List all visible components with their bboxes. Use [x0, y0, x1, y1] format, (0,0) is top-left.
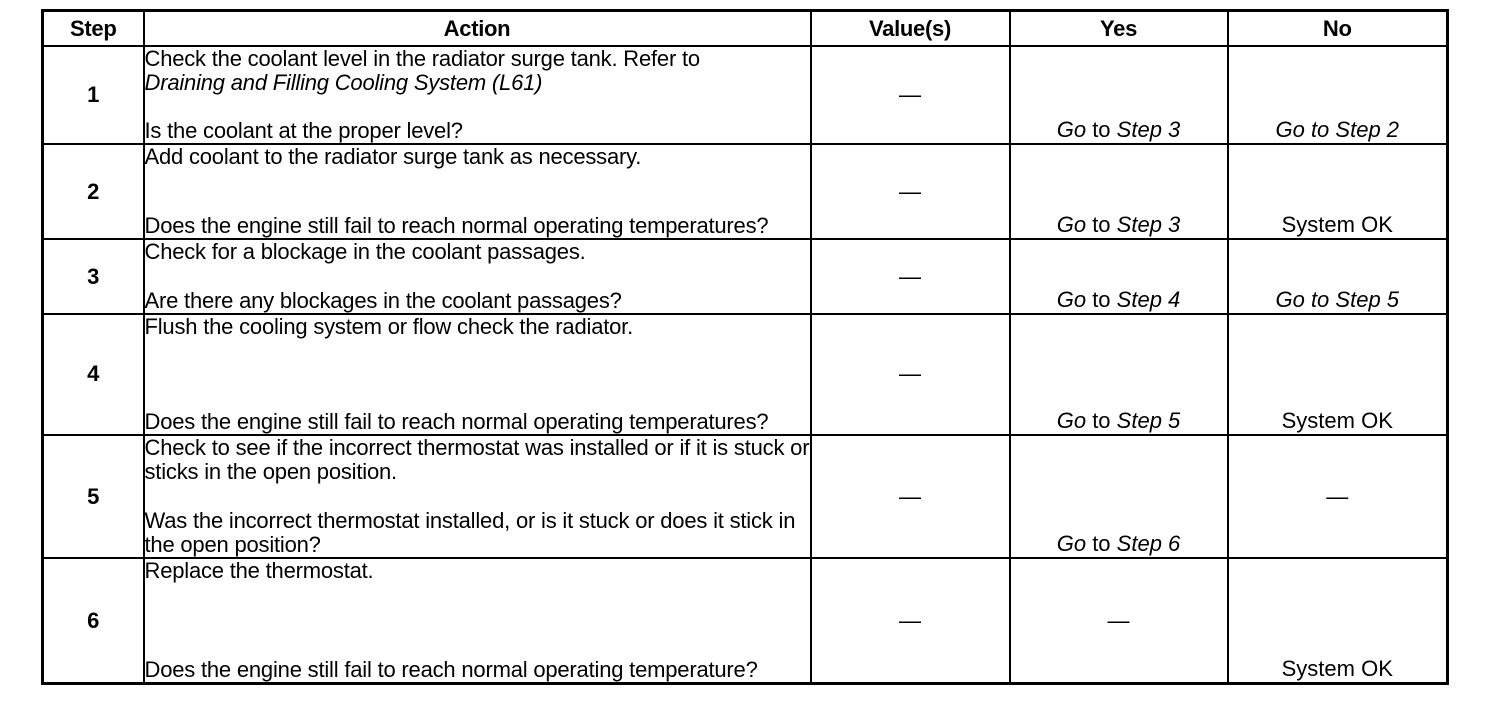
step-link: Step 2 — [1335, 117, 1400, 143]
yes-cell — [1010, 144, 1228, 239]
no-cell: System OK — [1228, 314, 1448, 435]
yes-cell — [1010, 239, 1228, 313]
to-word: to — [1092, 117, 1111, 143]
action-cell — [144, 314, 811, 435]
table-row — [43, 239, 1448, 313]
step-number: 1 — [43, 46, 144, 144]
action-cell — [144, 46, 811, 144]
action-question: Does the engine still fail to reach normal operating temperature? — [144, 657, 758, 682]
action-text: Replace the thermostat. — [144, 558, 374, 584]
go-word: Go — [1056, 407, 1087, 433]
yes-cell — [1010, 46, 1228, 144]
to-word: to — [1310, 286, 1330, 312]
step-number: 3 — [43, 239, 144, 313]
table-row — [43, 314, 1448, 435]
values-cell: — — [811, 558, 1010, 683]
values-cell: — — [811, 144, 1010, 239]
no-cell: — — [1228, 435, 1448, 558]
action-cell — [144, 435, 811, 558]
action-question: Does the engine still fail to reach normal operating temperatures? — [144, 213, 769, 239]
step-link: Step 5 — [1116, 407, 1181, 433]
action-question: Is the coolant at the proper level? — [144, 118, 463, 144]
action-question: Does the engine still fail to reach normal operating temperatures? — [144, 408, 769, 434]
go-word: Go — [1056, 286, 1087, 312]
to-word: to — [1092, 286, 1111, 312]
step-number: 5 — [43, 435, 144, 558]
header-row — [43, 11, 1448, 47]
step-link: Step 3 — [1116, 212, 1181, 238]
step-link: Step 6 — [1116, 531, 1181, 557]
values-cell: — — [811, 239, 1010, 313]
step-number: 6 — [43, 558, 144, 683]
header-action: Action — [144, 11, 811, 47]
values-cell: — — [811, 314, 1010, 435]
go-word: Go — [1056, 212, 1087, 238]
action-reference: Draining and Filling Cooling System (L61) — [144, 70, 543, 95]
action-question: Are there any blockages in the coolant passages? — [144, 287, 622, 313]
action-text: Add coolant to the radiator surge tank as necessary. — [144, 144, 642, 170]
action-cell — [144, 144, 811, 239]
action-cell — [144, 558, 811, 683]
action-text: Flush the cooling system or flow check the radiator. — [144, 313, 633, 339]
action-text: Check to see if the incorrect thermostat was installed or if it is stuck or sticks in the open position. — [144, 434, 810, 484]
to-word: to — [1092, 407, 1111, 433]
step-number: 2 — [43, 144, 144, 239]
table-row — [43, 558, 1448, 683]
header-yes: Yes — [1010, 11, 1228, 47]
values-cell: — — [811, 435, 1010, 558]
step-link: Step 3 — [1116, 117, 1181, 143]
header-values: Value(s) — [811, 11, 1010, 47]
action-text: Check the coolant level in the radiator surge tank. Refer to — [144, 46, 700, 71]
table-row — [43, 144, 1448, 239]
table-row — [43, 46, 1448, 144]
yes-cell — [1010, 435, 1228, 558]
no-cell: System OK — [1228, 558, 1448, 683]
go-word: Go — [1056, 531, 1087, 557]
step-number: 4 — [43, 314, 144, 435]
to-word: to — [1092, 212, 1111, 238]
step-link: Step 5 — [1335, 286, 1400, 312]
go-word: Go — [1275, 117, 1305, 143]
diagnostic-table — [41, 9, 1449, 685]
values-cell: — — [811, 46, 1010, 144]
go-word: Go — [1275, 286, 1305, 312]
to-word: to — [1310, 117, 1330, 143]
no-cell: System OK — [1228, 144, 1448, 239]
header-step: Step — [43, 11, 144, 47]
to-word: to — [1092, 531, 1111, 557]
yes-cell — [1010, 314, 1228, 435]
step-link: Step 4 — [1116, 286, 1181, 312]
action-cell — [144, 239, 811, 313]
go-word: Go — [1056, 117, 1087, 143]
header-no: No — [1228, 11, 1448, 47]
no-cell — [1228, 239, 1448, 313]
table-row — [43, 435, 1448, 558]
action-text: Check for a blockage in the coolant passages. — [144, 239, 586, 265]
action-question: Was the incorrect thermostat installed, or is it stuck or does it stick in the open position? — [144, 508, 796, 558]
yes-cell: — — [1010, 558, 1228, 683]
no-cell — [1228, 46, 1448, 144]
